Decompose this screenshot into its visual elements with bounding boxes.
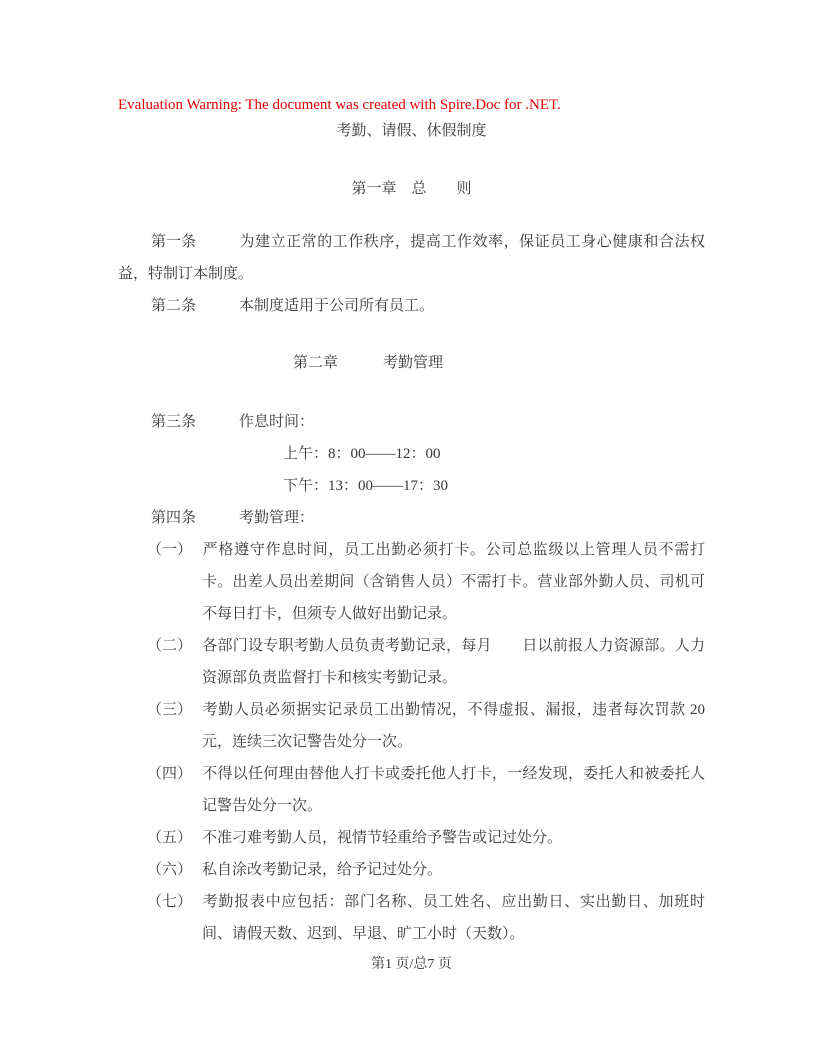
clause-item-4 xyxy=(118,758,705,822)
article-4 xyxy=(118,502,705,534)
clause-item-5-text: 不准刁难考勤人员，视情节轻重给予警告或记过处分。 xyxy=(202,830,563,846)
clause-item-1-text: 严格遵守作息时间，员工出勤必须打卡。公司总监级以上管理人员不需打卡。出差人员出差期间（含销售人员）不需打卡。营业部外勤人员、司机可不每日打卡，但须专人做好出勤记录。 xyxy=(202,542,705,622)
chapter-2-heading: 第二章 考勤管理 xyxy=(293,355,444,371)
clause-item-2 xyxy=(118,630,705,694)
clause-item-4-label: （四） xyxy=(147,766,193,782)
clause-item-4-text: 不得以任何理由替他人打卡或委托他人打卡，一经发现，委托人和被委托人记警告处分一次。 xyxy=(202,766,705,814)
clause-item-5 xyxy=(118,822,705,854)
clause-item-7 xyxy=(118,886,705,950)
work-hours-afternoon: 下午：13：00——17：30 xyxy=(283,478,449,494)
clause-item-1-label: （一） xyxy=(147,542,193,558)
work-hours-morning: 上午：8：00——12：00 xyxy=(283,446,441,462)
chapter-1-heading: 第一章 总 则 xyxy=(351,181,472,197)
clause-item-7-label: （七） xyxy=(147,894,193,910)
article-2-text: 本制度适用于公司所有员工。 xyxy=(239,298,435,314)
clause-item-5-label: （五） xyxy=(147,830,193,846)
article-2-label: 第二条 xyxy=(151,298,197,314)
article-4-text: 考勤管理： xyxy=(239,510,315,526)
article-1-text: 为建立正常的工作秩序，提高工作效率，保证员工身心健康和合法权益，特制订本制度。 xyxy=(118,234,705,282)
article-2 xyxy=(118,290,705,322)
clause-item-6-label: （六） xyxy=(147,862,193,878)
clause-item-6-text: 私自涂改考勤记录，给予记过处分。 xyxy=(202,862,443,878)
clause-item-3 xyxy=(118,694,705,758)
document-title: 考勤、请假、休假制度 xyxy=(336,123,487,139)
evaluation-warning-text: Evaluation Warning: The document was created with Spire.Doc for .NET. xyxy=(118,97,561,113)
article-3-text: 作息时间： xyxy=(239,414,315,430)
clause-item-6 xyxy=(118,854,705,886)
clause-item-2-text: 各部门设专职考勤人员负责考勤记录，每月 日以前报人力资源部。人力资源部负责监督打卡和核实考勤记录。 xyxy=(202,638,705,686)
clause-item-1 xyxy=(118,534,705,630)
page-number-footer: 第1 页/总7 页 xyxy=(371,957,452,972)
clause-item-2-label: （二） xyxy=(147,638,193,654)
article-3-label: 第三条 xyxy=(151,414,197,430)
clause-item-3-text: 考勤人员必须据实记录员工出勤情况，不得虚报、漏报，违者每次罚款 20 元，连续三次记警告处分一次。 xyxy=(202,702,705,750)
clause-item-7-text: 考勤报表中应包括：部门名称、员工姓名、应出勤日、实出勤日、加班时间、请假天数、迟到、早退、旷工小时（天数）。 xyxy=(202,894,705,942)
clause-item-3-label: （三） xyxy=(147,702,193,718)
article-1-label: 第一条 xyxy=(151,234,197,250)
article-3 xyxy=(118,406,705,438)
article-1 xyxy=(118,226,705,290)
article-4-label: 第四条 xyxy=(151,510,197,526)
